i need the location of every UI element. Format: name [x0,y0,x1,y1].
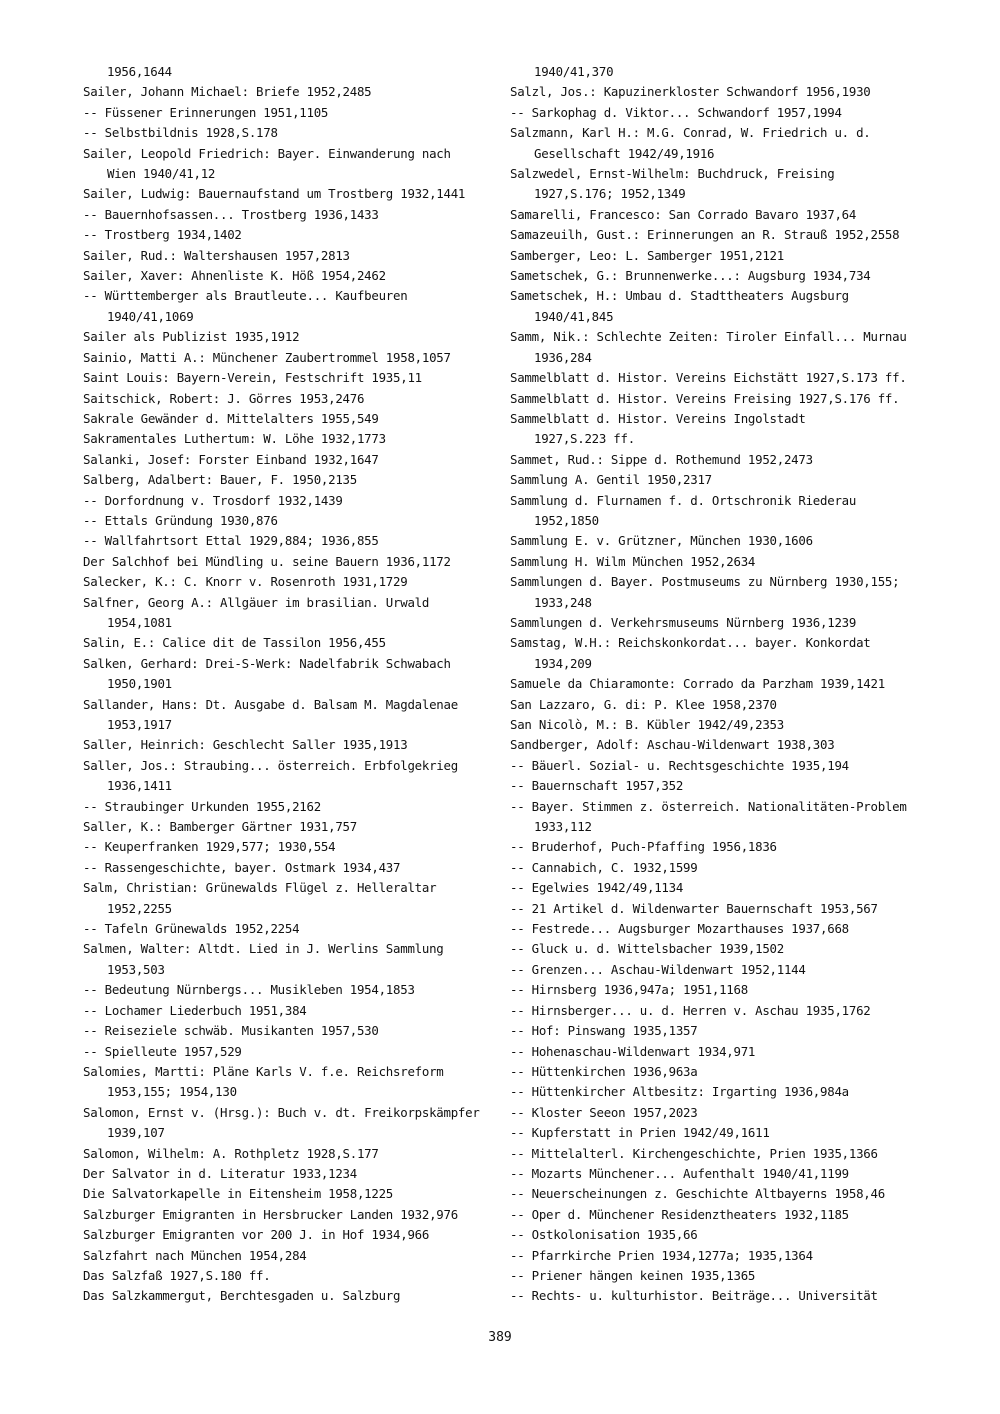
index-entry: -- Grenzen... Aschau-Wildenwart 1952,1144 [510,961,806,977]
index-entry: Salzwedel, Ernst-Wilhelm: Buchdruck, Freising [510,166,835,182]
index-entry: -- Bauernschaft 1957,352 [510,778,684,794]
index-entry: Sandberger, Adolf: Aschau-Wildenwart 1938,303 [510,737,835,753]
index-entry: -- Oper d. Münchener Residenztheaters 1932,1185 [510,1206,849,1222]
index-entry: Sammlung E. v. Grützner, München 1930,1606 [510,533,813,549]
index-entry-continuation: 1927,S.176; 1952,1349 [534,186,686,202]
index-entry-continuation: 1952,2255 [107,900,172,916]
index-entry: -- Pfarrkirche Prien 1934,1277a; 1935,1364 [510,1247,813,1263]
index-entry-continuation: 1934,209 [534,655,592,671]
index-entry: Sammlungen d. Bayer. Postmuseums zu Nürnberg 1930,155; [510,574,900,590]
index-entry: Samazeuilh, Gust.: Erinnerungen an R. Strauß 1952,2558 [510,227,900,243]
index-entry: Sailer, Xaver: Ahnenliste K. Höß 1954,2462 [83,268,386,284]
index-entry: Sametschek, H.: Umbau d. Stadttheaters Augsburg [510,288,849,304]
index-entry: Salin, E.: Calice dit de Tassilon 1956,455 [83,635,386,651]
index-entry: Salomies, Martti: Pläne Karls V. f.e. Reichsreform [83,1063,444,1079]
index-entry: -- Rechts- u. kulturhistor. Beiträge... Universität [510,1288,878,1304]
index-entry-continuation: 1933,248 [534,594,592,610]
index-entry: Saller, K.: Bamberger Gärtner 1931,757 [83,819,357,835]
index-entry-continuation: 1940/41,1069 [107,308,194,324]
index-entry-continuation: 1933,112 [534,819,592,835]
index-entry: -- Mittelalterl. Kirchengeschichte, Prien 1935,1366 [510,1145,878,1161]
index-entry: -- Gluck u. d. Wittelsbacher 1939,1502 [510,941,784,957]
index-entry-continuation: 1936,1411 [107,778,172,794]
index-entry-continuation: Wien 1940/41,12 [107,166,216,182]
index-entry: -- 21 Artikel d. Wildenwarter Bauernschaft 1953,567 [510,900,878,916]
index-entry: Salzl, Jos.: Kapuzinerkloster Schwandorf 1956,1930 [510,84,871,100]
index-entry: Sailer als Publizist 1935,1912 [83,329,300,345]
index-entry: -- Egelwies 1942/49,1134 [510,880,684,896]
index-entry: Sakramentales Luthertum: W. Löhe 1932,1773 [83,431,386,447]
index-entry: -- Mozarts Münchener... Aufenthalt 1940/41,1199 [510,1165,849,1181]
index-entry: Samm, Nik.: Schlechte Zeiten: Tiroler Einfall... Murnau [510,329,907,345]
index-entry: -- Wallfahrtsort Ettal 1929,884; 1936,855 [83,533,379,549]
page-number: 389 [488,1330,512,1345]
index-entry: Der Salvator in d. Literatur 1933,1234 [83,1165,357,1181]
index-entry: -- Hohenaschau-Wildenwart 1934,971 [510,1043,756,1059]
index-entry: Salecker, K.: C. Knorr v. Rosenroth 1931,1729 [83,574,408,590]
index-entry: -- Ostkolonisation 1935,66 [510,1227,698,1243]
index-entry: Salfner, Georg A.: Allgäuer im brasilian. Urwald [83,594,430,610]
index-entry: Sallander, Hans: Dt. Ausgabe d. Balsam M. Magdalenae [83,696,458,712]
index-entry-continuation: 1953,503 [107,961,165,977]
index-entry: Sailer, Leopold Friedrich: Bayer. Einwanderung nach [83,145,451,161]
index-entry: Sammlung d. Flurnamen f. d. Ortschronik Riederau [510,492,857,508]
right-column [510,62,930,1307]
index-entry-continuation: 1952,1850 [534,512,599,528]
index-entry-continuation: 1939,107 [107,1125,165,1141]
index-entry: Sammlungen d. Verkehrsmuseums Nürnberg 1936,1239 [510,614,857,630]
index-entry: San Lazzaro, G. di: P. Klee 1958,2370 [510,696,777,712]
index-entry: -- Kupferstatt in Prien 1942/49,1611 [510,1125,770,1141]
index-entry: -- Hüttenkirchen 1936,963a [510,1063,698,1079]
index-entry: Salomon, Ernst v. (Hrsg.): Buch v. dt. Freikorpskämpfer [83,1104,480,1120]
index-entry-continuation: 1953,1917 [107,717,172,732]
index-entry: Samuele da Chiaramonte: Corrado da Parzham 1939,1421 [510,676,885,692]
index-entry: Salm, Christian: Grünewalds Flügel z. Helleraltar [83,880,437,896]
index-entry: Samstag, W.H.: Reichskonkordat... bayer. Konkordat [510,635,871,651]
index-entry: -- Cannabich, C. 1932,1599 [510,859,698,875]
index-entry: Saller, Jos.: Straubing... österreich. Erbfolgekrieg [83,757,458,773]
index-entry: -- Neuerscheinungen z. Geschichte Altbayerns 1958,46 [510,1186,885,1202]
index-entry: Das Salzkammergut, Berchtesgaden u. Salzburg [83,1288,401,1304]
index-entry: -- Reiseziele schwäb. Musikanten 1957,530 [83,1023,379,1039]
index-entry: -- Spielleute 1957,529 [83,1043,242,1059]
index-entry: -- Bäuerl. Sozial- u. Rechtsgeschichte 1935,194 [510,757,849,773]
index-entry: -- Ettals Gründung 1930,876 [83,512,278,528]
index-entry: -- Hirnsberg 1936,947a; 1951,1168 [510,982,748,998]
index-entry: Die Salvatorkapelle in Eitensheim 1958,1225 [83,1186,394,1202]
index-entry: -- Hüttenkircher Altbesitz: Irgarting 1936,984a [510,1084,849,1100]
index-entry-continuation: 1956,1644 [107,64,172,79]
index-entry: Sakrale Gewänder d. Mittelalters 1955,549 [83,410,379,426]
index-entry: -- Bedeutung Nürnbergs... Musikleben 1954,1853 [83,982,415,998]
index-entry: Das Salzfaß 1927,S.180 ff. [83,1267,271,1283]
index-entry: Sailer, Ludwig: Bauernaufstand um Trostberg 1932,1441 [83,186,466,202]
index-entry: Samarelli, Francesco: San Corrado Bavaro 1937,64 [510,206,857,222]
index-entry: -- Lochamer Liederbuch 1951,384 [83,1002,307,1018]
index-entry: Der Salchhof bei Mündling u. seine Bauern 1936,1172 [83,553,451,569]
index-entry: Saller, Heinrich: Geschlecht Saller 1935,1913 [83,737,408,753]
index-entry-continuation: 1950,1901 [107,676,172,692]
index-entry: Sailer, Rud.: Waltershausen 1957,2813 [83,247,350,263]
index-entry: Salzfahrt nach München 1954,284 [83,1247,307,1263]
index-entry: -- Festrede... Augsburger Mozarthauses 1937,668 [510,921,849,937]
index-entry: -- Württemberger als Brautleute... Kaufbeuren [83,288,408,304]
index-entry: -- Kloster Seeon 1957,2023 [510,1104,698,1120]
left-column [83,62,493,1307]
index-entry: Sammlung H. Wilm München 1952,2634 [510,553,756,569]
index-entry-continuation: 1954,1081 [107,614,172,630]
index-entry: -- Sarkophag d. Viktor... Schwandorf 1957,1994 [510,104,842,120]
index-entry: Saint Louis: Bayern-Verein, Festschrift 1935,11 [83,370,422,386]
index-entry: -- Selbstbildnis 1928,S.178 [83,125,278,141]
index-entry: -- Straubinger Urkunden 1955,2162 [83,798,321,814]
index-entry: Samberger, Leo: L. Samberger 1951,2121 [510,247,784,263]
index-entry: -- Dorfordnung v. Trosdorf 1932,1439 [83,492,343,508]
index-entry: Sainio, Matti A.: Münchener Zaubertrommel 1958,1057 [83,349,451,365]
index-entry: Salzmann, Karl H.: M.G. Conrad, W. Friedrich u. d. [510,125,871,141]
index-entry: Sailer, Johann Michael: Briefe 1952,2485 [83,84,372,100]
index-entry-continuation: 1927,S.223 ff. [534,431,635,447]
index-entry: Sammet, Rud.: Sippe d. Rothemund 1952,2473 [510,451,813,467]
index-entry: San Nicolò, M.: B. Kübler 1942/49,2353 [510,717,784,732]
index-entry: -- Trostberg 1934,1402 [83,227,242,243]
index-entry-continuation: 1940/41,845 [534,308,614,324]
index-entry: Salmen, Walter: Altdt. Lied in J. Werlins Sammlung [83,941,444,957]
index-entry: Salberg, Adalbert: Bauer, F. 1950,2135 [83,472,357,488]
index-entry: -- Rassengeschichte, bayer. Ostmark 1934,437 [83,859,401,875]
index-entry: -- Hirnsberger... u. d. Herren v. Aschau 1935,1762 [510,1002,871,1018]
index-entry: -- Priener hängen keinen 1935,1365 [510,1267,756,1283]
index-entry: -- Füssener Erinnerungen 1951,1105 [83,104,329,120]
index-entry: Salken, Gerhard: Drei-S-Werk: Nadelfabrik Schwabach [83,655,451,671]
index-entry: Salanki, Josef: Forster Einband 1932,1647 [83,451,379,467]
index-entry: Sammlung A. Gentil 1950,2317 [510,472,712,488]
index-entry: Sammelblatt d. Histor. Vereins Freising 1927,S.176 ff. [510,390,900,406]
index-entry: Saitschick, Robert: J. Görres 1953,2476 [83,390,365,406]
index-entry: -- Tafeln Grünewalds 1952,2254 [83,921,300,937]
index-entry: Salzburger Emigranten in Hersbrucker Landen 1932,976 [83,1206,458,1222]
index-entry: -- Bauernhofsassen... Trostberg 1936,1433 [83,206,379,222]
index-entry: -- Hof: Pinswang 1935,1357 [510,1023,698,1039]
index-entry-continuation: 1953,155; 1954,130 [107,1084,237,1100]
index-entry: -- Keuperfranken 1929,577; 1930,554 [83,839,336,855]
index-entry: Sammelblatt d. Histor. Vereins Eichstätt 1927,S.173 ff. [510,370,907,386]
index-entry-continuation: 1936,284 [534,349,592,365]
index-entry: -- Bruderhof, Puch-Pfaffing 1956,1836 [510,839,777,855]
index-entry: Salzburger Emigranten vor 200 J. in Hof 1934,966 [83,1227,430,1243]
index-entry: -- Bayer. Stimmen z. österreich. Nationalitäten-Problem [510,798,907,814]
index-entry-continuation: 1940/41,370 [534,64,614,79]
index-entry-continuation: Gesellschaft 1942/49,1916 [534,145,715,161]
index-entry: Sammelblatt d. Histor. Vereins Ingolstadt [510,410,806,426]
index-entry: Salomon, Wilhelm: A. Rothpletz 1928,S.177 [83,1145,379,1161]
index-entry: Sametschek, G.: Brunnenwerke...: Augsburg 1934,734 [510,268,871,284]
